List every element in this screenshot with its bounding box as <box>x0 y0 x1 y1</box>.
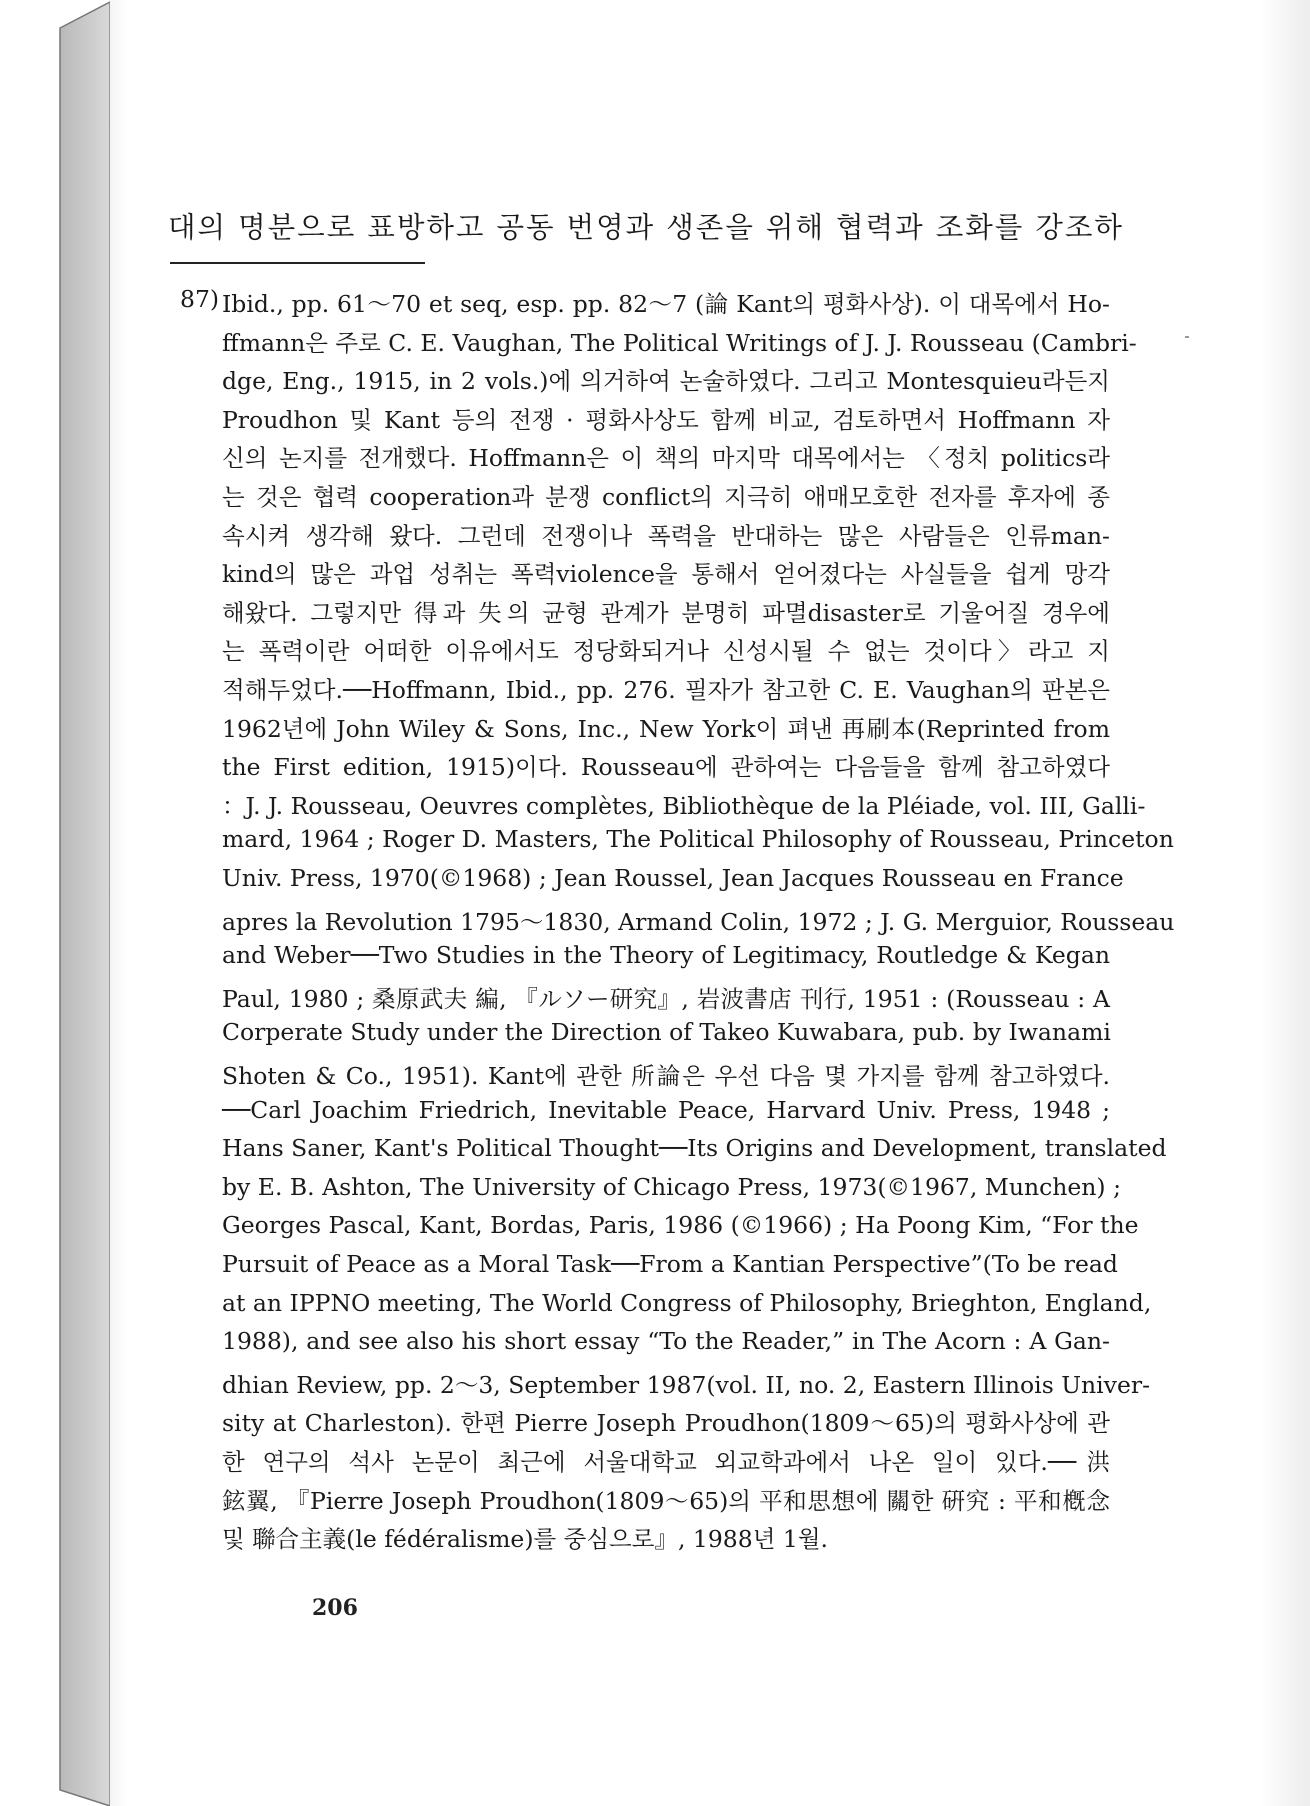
page-number: 206 <box>312 1595 358 1621</box>
footnote-line: 및 聯合主義(le fédéralisme)를 중심으로』, 1988년 1월. <box>222 1525 828 1554</box>
footnote-line: Proudhon 및 Kant 등의 전쟁 · 평화사상도 함께 비교, 검토하면서 Hoffmann 자 <box>222 405 1110 434</box>
footnote-line: the First edition, 1915)이다. Rousseau에 관하여는 다음들을 함께 참고하였다 <box>222 753 1110 782</box>
footnote-line: Georges Pascal, Kant, Bordas, Paris, 1986 (©1966) ; Ha Poong Kim, “For the <box>222 1211 1139 1240</box>
page-edge-mark <box>1185 336 1189 338</box>
footnote-line: 1962년에 John Wiley & Sons, Inc., New York이 펴낸 再刷本(Reprinted from <box>222 714 1110 743</box>
footnote-line: 적해두었다.──Hoffmann, Ibid., pp. 276. 필자가 참고한 C. E. Vaughan의 판본은 <box>222 676 1110 704</box>
footnote-line: 신의 논지를 전개했다. Hoffmann은 이 책의 마지막 대목에서는 〈정치 politics라 <box>222 444 1110 473</box>
footnote-line: Pursuit of Peace as a Moral Task──From a Kantian Perspective”(To be read <box>222 1250 1118 1278</box>
footnote-line: and Weber──Two Studies in the Theory of Legitimacy, Routledge & Kegan <box>222 941 1110 970</box>
footnote-line: 속시켜 생각해 왔다. 그런데 전쟁이나 폭력을 반대하는 많은 사람들은 인류man- <box>222 521 1110 550</box>
footnote-line: ：J. J. Rousseau, Oeuvres complètes, Bibliothèque de la Pléiade, vol. III, Galli- <box>222 791 1146 820</box>
footnote-line: 한 연구의 석사 논문이 최근에 서울대학교 외교학과에서 나온 일이 있다.──洪 <box>222 1448 1110 1476</box>
footnote-line: kind의 많은 과업 성취는 폭력violence을 통해서 얻어졌다는 사실들을 쉽게 망각 <box>222 560 1110 589</box>
footnote-line: ──Carl Joachim Friedrich, Inevitable Peace, Harvard Univ. Press, 1948 ; <box>222 1095 1110 1124</box>
footnote-line: Ibid., pp. 61～70 et seq, esp. pp. 82～7 (論 Kant의 평화사상). 이 대목에서 Ho- <box>222 290 1110 318</box>
footnote-line: at an IPPNO meeting, The World Congress of Philosophy, Brieghton, England, <box>222 1288 1152 1317</box>
footnote-line: Hans Saner, Kant's Political Thought──Its Origins and Development, translated <box>222 1134 1167 1163</box>
footnote-line: Corperate Study under the Direction of Takeo Kuwabara, pub. by Iwanami <box>222 1018 1111 1047</box>
footnote-number: 87) <box>180 285 220 313</box>
footnote-line: sity at Charleston). 한편 Pierre Joseph Proudhon(1809～65)의 평화사상에 관 <box>222 1409 1110 1438</box>
book-spine <box>0 0 112 1806</box>
footnote-line: dge, Eng., 1915, in 2 vols.)에 의거하여 논술하였다. 그리고 Montesquieu라든지 <box>222 367 1110 396</box>
footnote-line: Univ. Press, 1970(©1968) ; Jean Roussel, Jean Jacques Rousseau en France <box>222 864 1124 892</box>
footnote-line: 해왔다. 그렇지만 得과 失의 균형 관계가 분명히 파멸disaster로 기울어질 경우에 <box>222 598 1110 627</box>
footnote-line: 鉉翼, 『Pierre Joseph Proudhon(1809～65)의 平和思想에 關한 硏究 : 平和槪念 <box>222 1486 1110 1515</box>
body-text-line: 대의 명분으로 표방하고 공동 번영과 생존을 위해 협력과 조화를 강조하 <box>168 211 1124 244</box>
footnote-line: dhian Review, pp. 2～3, September 1987(vol. II, no. 2, Eastern Illinois Univer- <box>222 1370 1151 1399</box>
footnote-line: 1988), and see also his short essay “To the Reader,” in The Acorn : A Gan- <box>222 1327 1110 1356</box>
footnote-line: Paul, 1980 ; 桑原武夫 編, 『ルソー研究』, 岩波書店 刊行, 1951 : (Rousseau : A <box>222 984 1110 1013</box>
footnote-line: 는 것은 협력 cooperation과 분쟁 conflict의 지극히 애매모호한 전자를 후자에 종 <box>222 483 1110 511</box>
footnote-line: mard, 1964 ; Roger D. Masters, The Political Philosophy of Rousseau, Princeton <box>222 825 1174 854</box>
footnote-line: ffmann은 주로 C. E. Vaughan, The Political Writings of J. J. Rousseau (Cambri- <box>222 328 1137 357</box>
footnote-line: Shoten & Co., 1951). Kant에 관한 所論은 우선 다음 몇 가지를 함께 참고하였다. <box>222 1062 1110 1090</box>
footnote-line: 는 폭력이란 어떠한 이유에서도 정당화되거나 신성시될 수 없는 것이다〉라고 지 <box>222 637 1110 666</box>
footnote-separator <box>170 262 425 264</box>
footnote-line: by E. B. Ashton, The University of Chicago Press, 1973(©1967, Munchen) ; <box>222 1172 1121 1201</box>
footnote-line: apres la Revolution 1795～1830, Armand Colin, 1972 ; J. G. Merguior, Rousseau <box>222 907 1175 936</box>
